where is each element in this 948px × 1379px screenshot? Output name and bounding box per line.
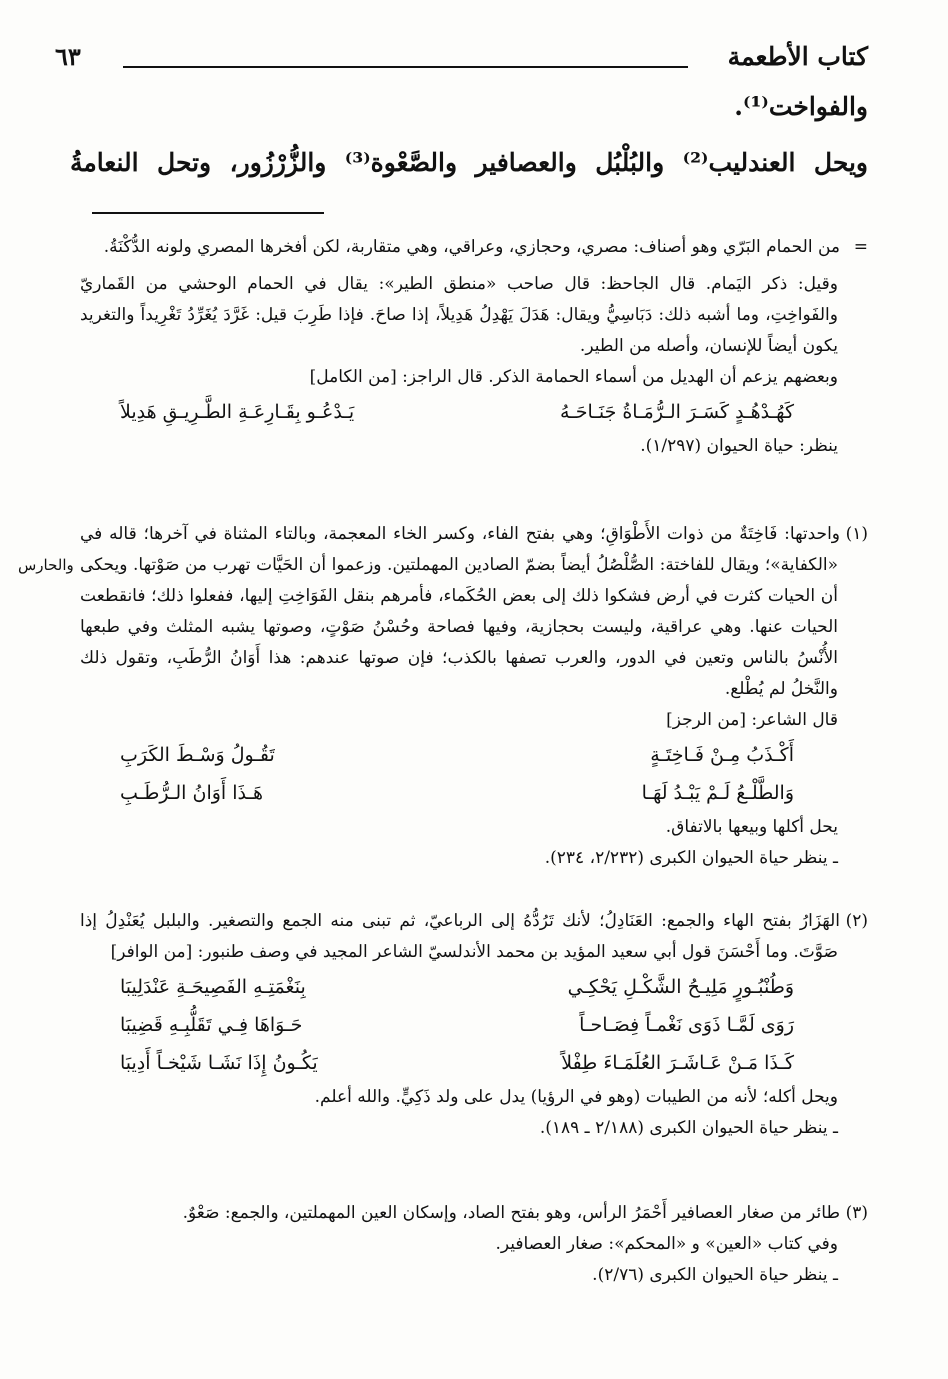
page-number: ٦٣ <box>55 42 81 71</box>
footnote-ruling: يحل أكلها وبيعها بالاتفاق. <box>665 817 838 837</box>
poem-verse <box>80 736 864 774</box>
footnote-ruling: ويحل أكله؛ لأنه من الطيبات (وهو في الرؤيا) يدل على ولد ذَكِيٍّ. والله أعلم. <box>314 1087 838 1107</box>
footnote-reference: ـ ينظر حياة الحيوان الكبرى (٢/٢٣٢، ٢٣٤). <box>544 848 838 868</box>
verse-hemistich: أَكْـذَبُ مِـنْ فَـاخِتَـةٍ <box>650 744 794 766</box>
verse-hemistich: هَـذَا أَوَانُ الـرُّطَـبِ <box>120 782 264 804</box>
footnote-3 <box>80 1198 868 1291</box>
footnote-number: (١) <box>845 524 868 544</box>
verse-hemistich: بِنَغْمَتِـهِ الفَصِيحَـةِ عَنْدَلِيبَا <box>120 976 306 998</box>
footnote-2 <box>80 906 868 1144</box>
main-text-line-2: ويحل العندليب⁽²⁾ والبُلْبُل والعصافير والصَّعْوة⁽³⁾ والزُّرْزُور، وتحل النعامةُ <box>70 148 869 177</box>
footnote-reference: ـ ينظر حياة الحيوان الكبرى (٢/٧٦). <box>592 1265 838 1285</box>
poem-verse <box>80 393 864 431</box>
footnote-separator <box>92 212 324 214</box>
verse-hemistich: كَهُـدْهُـدٍ كَسَـرَ الـرُّمَـاةُ جَنَـاحَـهُ <box>559 401 794 423</box>
footnote-number: (٢) <box>845 911 868 931</box>
poem-verse <box>80 1044 864 1082</box>
main-text-line-1: والفواخت⁽¹⁾. <box>734 92 868 121</box>
footnote-paragraph: من الحمام البَرّي وهو أصناف: مصري، وحجازي، وعراقي، وهي متقاربة، لكن أفخرها المصري ولونه الدُّكْنَةُ. <box>103 237 840 257</box>
verse-hemistich: وَطُنْبُـورٍ مَلِيـحُ الشَّكْـلِ يَحْكِـي <box>567 976 794 998</box>
footnote-paragraph: وفي كتاب «العين» و «المحكم»: صغار العصافير. <box>495 1234 838 1254</box>
running-title: كتاب الأطعمة <box>727 42 868 71</box>
verse-hemistich: كَـذَا مَـنْ عَـاشَـرَ العُلَمَـاءَ طِفْلاً <box>561 1052 794 1074</box>
verse-hemistich: يَـدْعُـو بِقَـارِعَـةِ الطَّـرِيـقِ هَدِيلاً <box>120 401 355 423</box>
footnote-reference: ـ ينظر حياة الحيوان الكبرى (٢/١٨٨ ـ ١٨٩). <box>539 1118 838 1138</box>
footnote-paragraph: طائر من صغار العصافير أَحْمَرُ الرأس، وهو بفتح الصاد، وإسكان العين المهملتين، والجمع: صَعْوٌ. <box>182 1203 840 1223</box>
continuation-mark: = <box>853 237 868 257</box>
header-rule <box>123 66 688 68</box>
footnote-paragraph: الهَزَارُ بفتح الهاء والجمع: العَنَادِلُ؛ لأنك تَرُدُّهُ إلى الرباعيّ، ثم تبنى منه الجمع والتصغير. والبلبل يُعَنْدِلُ إذا صَوَّتَ. وما أَحْسَنَ قول أبي سعيد المؤيد بن محمد الأندلسيّ الشاعر المجيد في وصف طنبور: [من الوافر] <box>80 911 840 962</box>
margin-note: والحارس <box>18 556 74 574</box>
verse-hemistich: يَكُـونُ إِذَا نَشَـا شَيْخـاً أَدِيبَا <box>120 1052 318 1074</box>
page-header <box>55 40 868 80</box>
verse-hemistich: رَوَى لَمَّـا ذَوَى نَغْمـاً فِصَـاحـاً <box>579 1014 794 1036</box>
verse-hemistich: وَالطَّلْـعُ لَـمْ يَبْـدُ لَهَـا <box>641 782 794 804</box>
footnote-paragraph: واحدتها: فَاخِتَةٌ من ذوات الأَطْوَاقِ؛ وهي بفتح الفاء، وكسر الخاء المعجمة، وبالتاء المثناة في آخرها؛ قاله في «الكفاية»؛ ويقال للفاختة: الصُّلْصُلُ أيضاً بضمّ الصادين المهملتين. وزعموا أن الحَيَّات تهرب من صَوْتها. ويحكى أن الحيات كثرت في أرض فشكوا ذلك إلى بعض الحُكَماء، فأمرهم بنقل الفَوَاخِتِ إليها، ففعلوا ذلك؛ فانقطعت الحيات عنها. وهي عراقية، وليست بحجازية، وفيها فصاحة وحُسْنُ صَوْتٍ، وصوتها يشبه المثلث وفي طبعها الأُنْسُ بالناس وتعين في الدور، والعرب تصفها بالكذب؛ فإن صوتها عندهم: هذا أَوَانُ الرُّطَبِ، وتقول ذلك والنَّخلُ لم يُطْلع. <box>80 524 840 699</box>
footnote-continued <box>80 232 868 462</box>
footnote-number: (٣) <box>845 1203 868 1223</box>
footnote-paragraph: وقيل: ذكر اليَمام. قال الجاحظ: قال صاحب «منطق الطير»: يقال في الحمام الوحشي من القَماريّ والفَواخِتِ، وما أشبه ذلك: دَبَاسِيُّ ويقال: هَدَلَ يَهْدِلُ هَدِيلاً، إذا صاحَ. فإذا طَرِبَ قيل: غَرَّدَ يُغَرِّدُ تَغْرِيداً والتغريد يكون أيضاً للإنسان، وأصله من الطير. <box>80 274 838 356</box>
poem-verse <box>80 1006 864 1044</box>
verse-hemistich: تَقُـولُ وَسْـطَ الكَرَبِ <box>120 744 275 766</box>
verse-hemistich: حَـوَاهَا فِـي تَقَلُّبِـهِ قَضِيبَا <box>120 1014 303 1036</box>
footnote-paragraph: وبعضهم يزعم أن الهديل من أسماء الحمامة الذكر. قال الراجز: [من الكامل] <box>309 367 838 387</box>
poem-verse <box>80 774 864 812</box>
footnote-poet-line: قال الشاعر: [من الرجز] <box>666 710 838 730</box>
poem-verse <box>80 968 864 1006</box>
footnote-1 <box>80 519 868 874</box>
footnote-reference: ينظر: حياة الحيوان (١/٢٩٧). <box>640 436 838 456</box>
